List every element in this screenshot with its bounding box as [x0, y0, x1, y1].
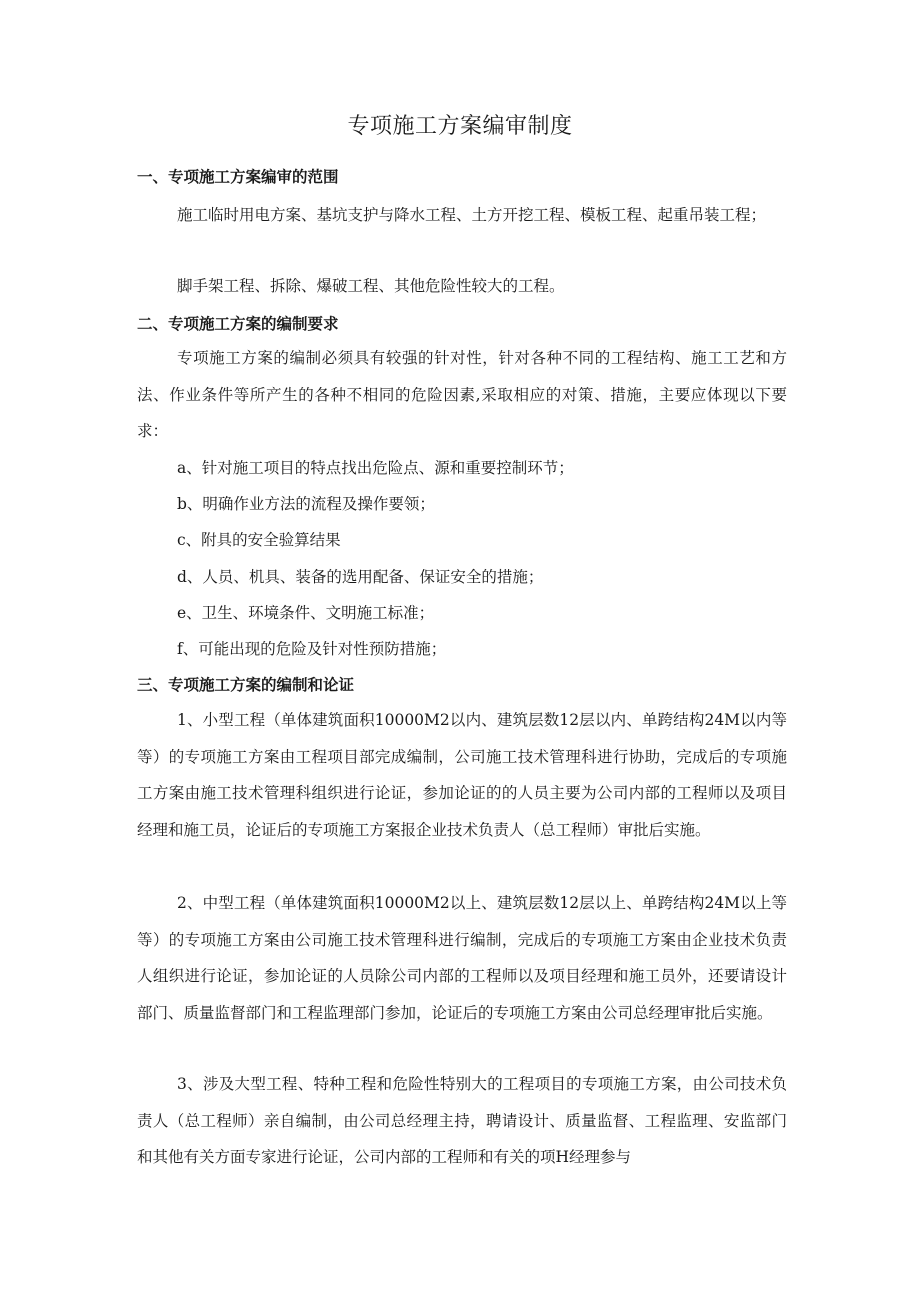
requirement-item-f: f、可能出现的危险及针对性预防措施；	[177, 640, 447, 658]
section-3-paragraph-1: 1、小型工程（单体建筑面积10000M2以内、建筑层数12层以内、单跨结构24M以内等等）的专项施工方案由工程项目部完成编制，公司施工技术管理科进行协助，完成后的专项施工方案由施工技术管理科组织进行论证，参加论证的的人员主要为公司内部的工程师以及项目经理和施工员，论证后的专项施工方案报企业技术负责人（总工程师）审批后实施。	[137, 711, 787, 839]
page-title: 专项施工方案编审制度	[347, 114, 573, 139]
requirement-item-c: c、附具的安全验算结果	[177, 531, 341, 549]
requirement-item-d: d、人员、机具、装备的选用配备、保证安全的措施；	[177, 568, 544, 586]
section-2-intro: 专项施工方案的编制必须具有较强的针对性，针对各种不同的工程结构、施工工艺和方法、作业条件等所产生的各种不相同的危险因素,采取相应的对策、措施，主要应体现以下要求：	[137, 349, 787, 440]
section-1-paragraph-2: 脚手架工程、拆除、爆破工程、其他危险性较大的工程。	[177, 277, 565, 295]
requirement-item-b: b、明确作业方法的流程及操作要领；	[177, 495, 435, 513]
section-1-paragraph-1: 施工临时用电方案、基坑支护与降水工程、土方开挖工程、模板工程、起重吊装工程；	[177, 206, 767, 224]
section-heading-2: 二、专项施工方案的编制要求	[137, 315, 339, 333]
requirement-item-e: e、卫生、环境条件、文明施工标准；	[177, 604, 435, 622]
section-heading-3: 三、专项施工方案的编制和论证	[137, 676, 355, 694]
section-heading-1: 一、专项施工方案编审的范围	[137, 168, 339, 186]
section-3-paragraph-3: 3、涉及大型工程、特种工程和危险性特别大的工程项目的专项施工方案，由公司技术负责人（总工程师）亲自编制，由公司总经理主持，聘请设计、质量监督、工程监理、安监部门和其他有关方面专家进行论证，公司内部的工程师和有关的项H经理参与	[137, 1075, 787, 1166]
requirement-item-a: a、针对施工项目的特点找出危险点、源和重要控制环节；	[177, 459, 574, 477]
section-3-paragraph-2: 2、中型工程（单体建筑面积10000M2以上、建筑层数12层以上、单跨结构24M以上等等）的专项施工方案由公司施工技术管理科进行编制，完成后的专项施工方案由企业技术负责人组织进行论证，参加论证的人员除公司内部的工程师以及项目经理和施工员外，还要请设计部门、质量监督部门和工程监理部门参加，论证后的专项施工方案由公司总经理审批后实施。	[137, 894, 787, 1022]
